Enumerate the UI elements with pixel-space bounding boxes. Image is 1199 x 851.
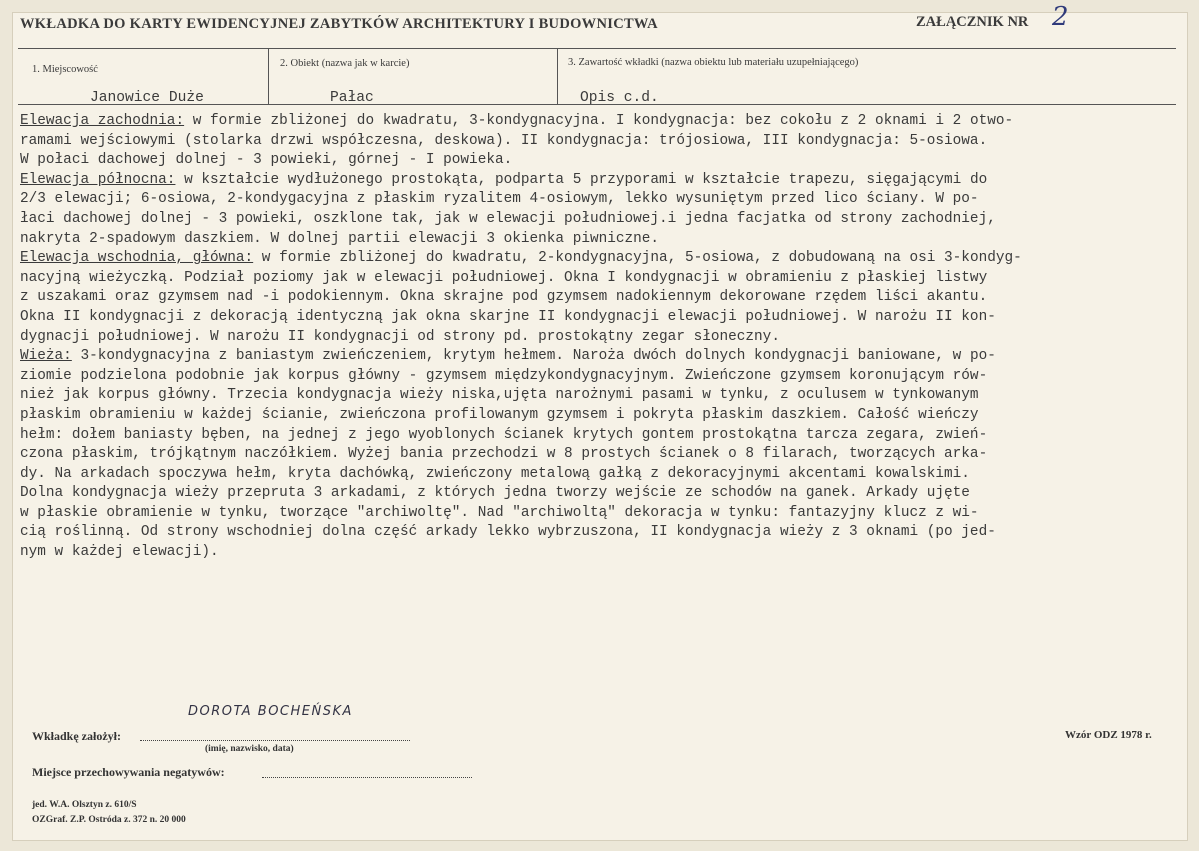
text-line: Dolna kondygnacja wieży przepruta 3 arkadami, z których jedna tworzy wejście ze schodów na ganek. Arkady ujęte xyxy=(20,485,970,502)
text-line: z uszakami oraz gzymsem nad -i podokiennym. Okna skrajne pod gzymsem nadokiennym dekorowane rzędem liści akantu. xyxy=(20,289,988,306)
text-line: dy. Na arkadach spoczywa hełm, kryta dachówką, zwieńczony metalową gałką z dekoracyjnymi akcentami kowalskimi. xyxy=(20,465,970,482)
founded-by-hint: (imię, nazwisko, data) xyxy=(205,744,294,754)
text-line: czona płaskim, trójkątnym naczółkiem. Wyżej bania przechodzi w 8 prostych ścianek o 8 filarach, tworzących arka- xyxy=(20,446,988,463)
field-label-content: 3. Zawartość wkładki (nazwa obiektu lub materiału uzupełniającego) xyxy=(568,57,859,68)
section-north-elevation xyxy=(20,171,1180,249)
text-line: nacyjną wieżyczką. Podział poziomy jak w elewacji południowej. Okna I kondygnacji w obramieniu z płaskiej listwy xyxy=(20,269,988,286)
text-line: nakryta 2-spadowym daszkiem. W dolnej partii elewacji 3 okienka piwniczne. xyxy=(20,230,660,247)
field-value-location: Janowice Duże xyxy=(90,90,204,106)
section-west-elevation xyxy=(20,112,1180,171)
field-label-object: 2. Obiekt (nazwa jak w karcie) xyxy=(280,58,410,69)
section-heading: Elewacja wschodnia, główna: xyxy=(20,250,254,267)
attachment-number: 2 xyxy=(1052,2,1069,32)
print-info-line2: OZGraf. Z.P. Ostróda z. 372 n. 20 000 xyxy=(32,815,186,825)
section-heading: Elewacja zachodnia: xyxy=(20,113,185,129)
text-line: cią roślinną. Od strony wschodniej dolna część arkady lekko wybrzuszona, II kondygnacja wieży z 3 oknami (po jed- xyxy=(20,524,996,541)
section-heading: Elewacja północna: xyxy=(20,171,176,188)
field-divider-2 xyxy=(557,48,558,104)
card-title: WKŁADKA DO KARTY EWIDENCYJNEJ ZABYTKÓW ARCHITEKTURY I BUDOWNICTWA xyxy=(20,16,658,32)
field-value-object: Pałac xyxy=(330,90,374,106)
text-line: dygnacji południowej. W narożu II kondygnacji od strony pd. prostokątny zegar słoneczny. xyxy=(20,328,780,345)
section-heading: Wieża: xyxy=(20,348,72,365)
text-line: W połaci dachowej dolnej - 3 powieki, górnej - I powieka. xyxy=(20,152,513,169)
print-info-line1: jed. W.A. Olsztyn z. 610/S xyxy=(32,800,137,810)
text-line: w formie zbliżonej do kwadratu, 3-kondygnacyjna. I kondygnacja: bez cokołu z 2 oknami i 2 otwo- xyxy=(184,113,1014,129)
text-line: w kształcie wydłużonego prostokąta, podparta 5 przyporami w kształcie trapezu, sięgającymi do xyxy=(175,171,988,188)
template-label: Wzór ODZ 1978 r. xyxy=(1065,729,1152,741)
text-line: hełm: dołem baniasty bęben, na jednej z jego wyoblonych ścianek krytych gontem prostokątna tarcza zegara, zwień- xyxy=(20,426,988,443)
section-tower xyxy=(20,347,1180,563)
text-line: Okna II kondygnacji z dekoracją identyczną jak okna skarjne II kondygnacji elewacji południowej. W narożu II kon- xyxy=(20,308,996,325)
text-line: nież jak korpus główny. Trzecia kondygnacja wieży niska,ujęta narożnymi pasami w tynku, z oculusem w tynkowanym xyxy=(20,387,979,404)
text-line: 2/3 elewacji; 6-osiowa, 2-kondygacyjna z płaskim ryzalitem 4-osiowym, lekko wysuniętym przed lico ściany. W po- xyxy=(20,191,979,208)
field-divider-1 xyxy=(268,48,269,104)
text-line: 3-kondygnacyjna z baniastym zwieńczeniem, krytym hełmem. Naroża dwóch dolnych kondygnacji baniowane, w po- xyxy=(71,348,996,365)
field-value-content: Opis c.d. xyxy=(580,90,659,106)
text-line: płaskim obramieniu w każdej ścianie, zwieńczona profilowanym gzymsem i pokryta płaskim daszkiem. Całość wieńczy xyxy=(20,406,979,423)
field-label-location: 1. Miejscowość xyxy=(32,64,98,75)
founded-by-label: Wkładkę założył: xyxy=(32,729,121,743)
header-rule xyxy=(18,48,1176,49)
founder-signature: DOROTA BOCHEŃSKA xyxy=(188,704,353,719)
text-line: w płaskie obramienie w tynku, tworzące "archiwoltę". Nad "archiwoltą" dekoracja w tynku: fantazyjny klucz z wi- xyxy=(20,504,979,521)
text-line: łaci dachowej dolnej - 3 powieki, oszklone tak, jak w elewacji południowej.i jedna facjatka od strony zachodniej, xyxy=(20,210,996,227)
description-body xyxy=(20,112,1180,563)
attachment-label: ZAŁĄCZNIK NR xyxy=(916,14,1029,30)
founded-by-line xyxy=(140,740,410,741)
text-line: ramami wejściowymi (stolarka drzwi współczesna, deskowa). II kondygnacja: trójosiowa, III kondygnacja: 5-osiowa. xyxy=(20,132,988,149)
negatives-storage-label: Miejsce przechowywania negatywów: xyxy=(32,765,225,779)
negatives-storage-line xyxy=(262,777,472,778)
text-line: w formie zbliżonej do kwadratu, 2-kondygnacyjna, 5-osiowa, z dobudowaną na osi 3-kondyg- xyxy=(253,250,1022,267)
text-line: nym w każdej elewacji). xyxy=(20,544,219,561)
text-line: ziomie podzielona podobnie jak korpus główny - gzymsem międzykondygnacyjnym. Zwieńczone gzymsem koronującym rów- xyxy=(20,367,988,384)
section-east-elevation xyxy=(20,249,1180,347)
